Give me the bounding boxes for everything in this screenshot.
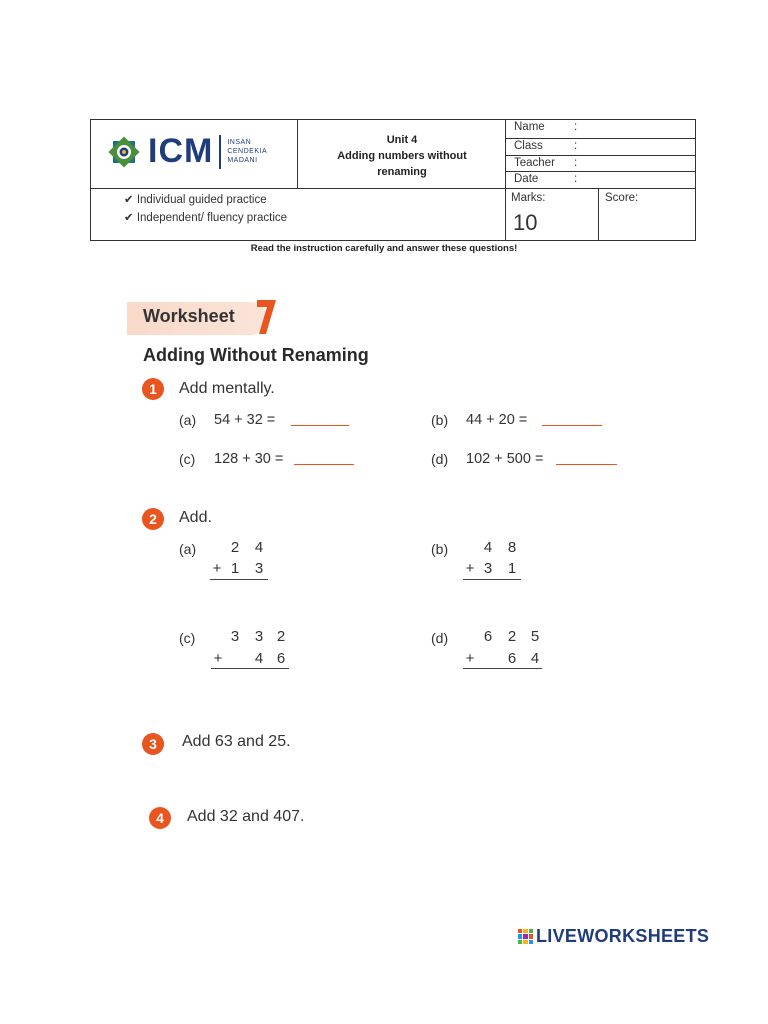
question-text: Add mentally. [179, 380, 275, 397]
answer-blank[interactable] [291, 425, 349, 426]
item-label: (d) [431, 630, 449, 646]
digit: 3 [483, 560, 493, 577]
answer-blank[interactable] [294, 464, 354, 465]
digit: 2 [507, 628, 517, 645]
question-number: 2 [142, 508, 164, 530]
digit: 6 [483, 628, 493, 645]
colon: : [574, 157, 578, 169]
number-seven-icon [254, 296, 280, 338]
name-label: Name [514, 121, 545, 133]
item-label: (d) [431, 451, 449, 467]
digit: 8 [507, 539, 517, 556]
teacher-label: Teacher [514, 157, 555, 169]
item-label: (a) [179, 412, 197, 428]
item-label: (b) [431, 412, 449, 428]
unit-topic-cont: renaming [377, 166, 427, 178]
question-number: 3 [142, 733, 164, 755]
checklist-item: ✔ Individual guided practice [124, 194, 267, 206]
divider [505, 138, 695, 139]
question-text: Add 63 and 25. [182, 733, 291, 750]
class-label: Class [514, 140, 543, 152]
unit-number: Unit 4 [386, 134, 418, 146]
sum-line [210, 579, 268, 580]
question-number: 4 [149, 807, 171, 829]
plus-sign: + [213, 650, 223, 667]
digit: 4 [254, 650, 264, 667]
expression: 44 + 20 = [466, 412, 528, 428]
plus-sign: + [212, 560, 222, 577]
sum-line [463, 579, 521, 580]
divider [91, 188, 695, 189]
logo-sub-line: CENDEKIA [227, 148, 268, 155]
expression: 128 + 30 = [214, 451, 284, 467]
divider [598, 188, 599, 240]
logo-sub-line: MADANI [227, 157, 258, 164]
date-field[interactable] [514, 173, 578, 185]
digit: 4 [530, 650, 540, 667]
logo-text: ICM [148, 132, 214, 170]
teacher-field[interactable] [514, 157, 578, 169]
instruction: Read the instruction carefully and answer these questions! [250, 243, 518, 254]
digit: 2 [276, 628, 286, 645]
plus-sign: + [465, 650, 475, 667]
score-label: Score: [605, 192, 639, 204]
answer-blank[interactable] [556, 464, 617, 465]
item-label: (c) [179, 630, 196, 646]
digit: 3 [254, 560, 264, 577]
item-label: (c) [179, 451, 196, 467]
logo-emblem-icon [106, 134, 142, 170]
digit: 1 [507, 560, 517, 577]
digit: 4 [483, 539, 493, 556]
item-label: (a) [179, 541, 197, 557]
checklist-item: ✔ Independent/ fluency practice [124, 212, 288, 224]
liveworksheets-logo [518, 926, 709, 947]
worksheet-title: Adding Without Renaming [143, 345, 369, 365]
digit: 3 [230, 628, 240, 645]
unit-topic: Adding numbers without [337, 150, 467, 162]
answer-blank[interactable] [542, 425, 602, 426]
expression: 54 + 32 = [214, 412, 276, 428]
logo-subtitle [227, 138, 267, 165]
logo-separator [219, 135, 221, 169]
marks-label: Marks: [511, 192, 546, 204]
digit: 4 [254, 539, 264, 556]
colon: : [574, 121, 578, 133]
marks-value: 10 [513, 210, 538, 235]
digit: 6 [276, 650, 286, 667]
expression: 102 + 500 = [466, 451, 544, 467]
question-number: 1 [142, 378, 164, 400]
colon: : [574, 140, 578, 152]
sum-line [211, 668, 289, 669]
divider [505, 155, 695, 156]
digit: 1 [230, 560, 240, 577]
divider [505, 171, 695, 172]
date-label: Date [514, 173, 539, 185]
digit: 2 [230, 539, 240, 556]
item-label: (b) [431, 541, 449, 557]
name-field[interactable] [514, 121, 578, 133]
header-table [90, 119, 696, 241]
colon: : [574, 173, 578, 185]
liveworksheets-grid-icon [518, 929, 533, 944]
digit: 5 [530, 628, 540, 645]
question-text: Add 32 and 407. [187, 808, 305, 825]
class-field[interactable] [514, 140, 578, 152]
logo-sub-line: INSAN [227, 139, 252, 146]
sum-line [463, 668, 542, 669]
plus-sign: + [465, 560, 475, 577]
digit: 3 [254, 628, 264, 645]
digit: 6 [507, 650, 517, 667]
liveworksheets-text: LIVEWORKSHEETS [536, 926, 710, 946]
school-logo [106, 132, 267, 171]
question-text: Add. [179, 509, 212, 526]
worksheet-label: Worksheet [143, 306, 235, 326]
unit-title [297, 132, 507, 180]
